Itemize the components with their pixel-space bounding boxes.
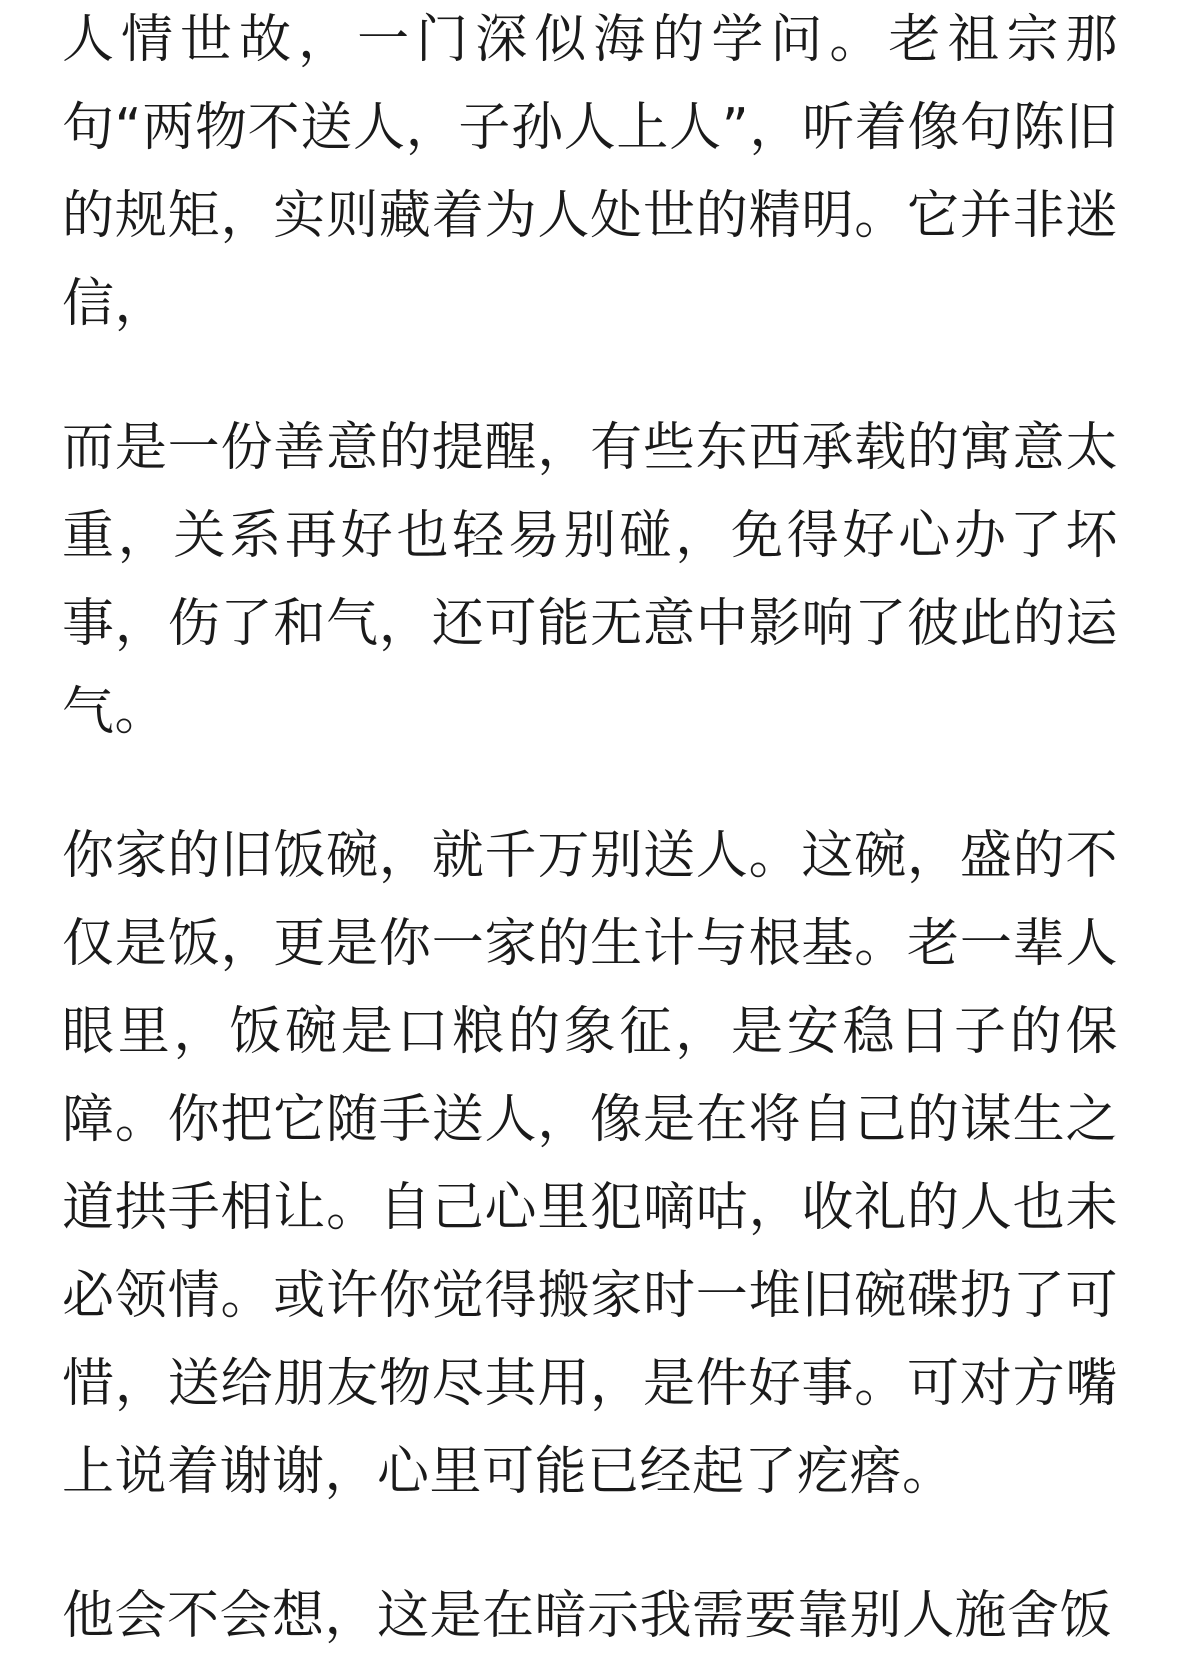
paragraph-2: 而是一份善意的提醒，有些东西承载的寓意太重，关系再好也轻易别碰，免得好心办了坏事，伤了和气，还可能无意中影响了彼此的运气。 [62,418,1118,742]
paragraph-4: 他会不会想，这是在暗示我需要靠别人施舍饭 [62,1586,1113,1646]
paragraph-1: 人情世故，一门深似海的学问。老祖宗那句“两物不送人，子孙人上人”，听着像句陈旧的规矩，实则藏着为人处世的精明。它并非迷信， [62,10,1118,334]
article-body [62,0,1118,1660]
paragraph-3: 你家的旧饭碗，就千万别送人。这碗，盛的不仅是饭，更是你一家的生计与根基。老一辈人眼里，饭碗是口粮的象征，是安稳日子的保障。你把它随手送人，像是在将自己的谋生之道拱手相让。自己心里犯嘀咕，收礼的人也未必领情。或许你觉得搬家时一堆旧碗碟扔了可惜，送给朋友物尽其用，是件好事。可对方嘴上说着谢谢，心里可能已经起了疙瘩。 [62,826,1118,1502]
